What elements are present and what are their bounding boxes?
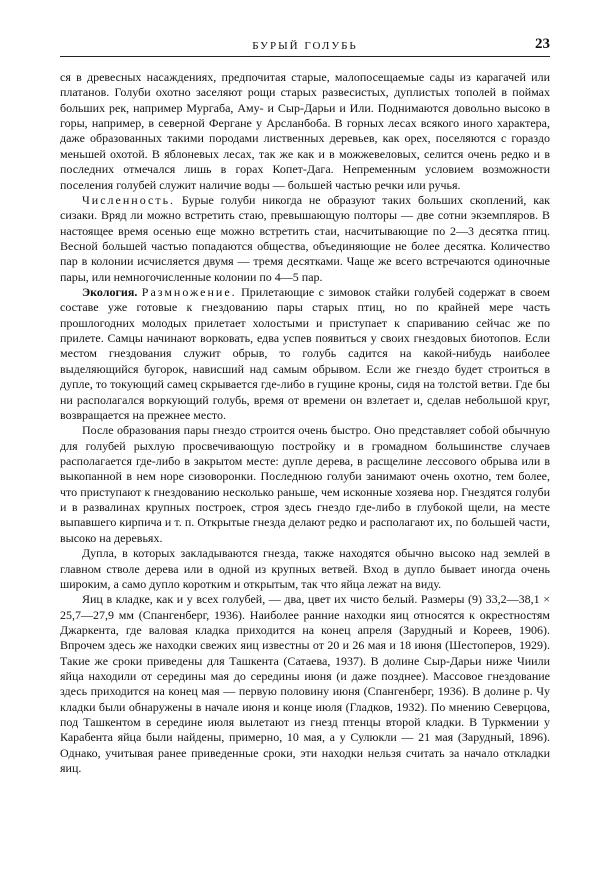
section-subheading-breeding: Размножение. [141, 285, 237, 300]
section-heading-abundance: Численность. [82, 192, 176, 207]
paragraph-text: Бурые голуби никогда не образуют таких больших скоплений, как сизаки. Вряд ли можно встретить стаю, превышающую полторы — две сотни экземпляров. В настоящее время осенью еще можно встретить стаи, насчитывающие по 2—3 десятка птиц. Весной большей частью попадаются общества, объединяющие не более десятка. Количество пар в колонии исчисляется двумя — тремя десятками. Чаще же всего встречаются одиночные пары, или немногочисленные колонии по 4—5 пар. [60, 192, 551, 284]
paragraph-ecology [60, 285, 550, 423]
paragraph-text: После образования пары гнездо строится очень быстро. Оно представляет собой обычную для голубей рыхлую просвечивающую постройку и в громадном большинстве случаев располагается где-либо в закрытом месте: дупле дерева, в расщелине лессового обрыва или в выкопанной в нем норе сизоворонки. Последнюю голуби занимают очень охотно, тем более, что приступают к гнездованию несколько раньше, чем исконные хозяева нор. Гнездятся голуби и в развалинах крупных построек, строя здесь гнездо где-либо в глубокой щели, на месте выпавшего кирпича и т. п. Открытые гнезда делают редко и располагают их, по большей части, высоко на деревьях. [60, 423, 550, 545]
paragraph-eggs [60, 592, 550, 776]
paragraph-text: Дупла, в которых закладываются гнезда, также находятся обычно высоко над землей в главном стволе дерева или в одной из крупных ветвей. Вход в дупло бывает иногда очень широким, а само дупло коротким и открытым, так что яйца лежат на виду. [60, 546, 550, 591]
body-text [60, 70, 550, 777]
page-number: 23 [535, 36, 550, 52]
page-header [60, 30, 550, 57]
running-title: БУРЫЙ ГОЛУБЬ [252, 40, 358, 52]
paragraph-habitat [60, 70, 550, 193]
paragraph-text: ся в древесных насаждениях, предпочитая старые, малопосещаемые сады из карагачей или платанов. Голуби охотно заселяют рощи старых развесистых, дуплистых тополей в поймах больших рек, например Мургаба, Аму- и Сыр-Дарьи и Или. Поднимаются довольно высоко в горы, например, в северной Фергане у Арсланбоба. В горных лесах всякого иного характера, даже образованных такими породами лиственных деревьев, как орех, поселяются с гораздо меньшей охотой. В яблоневых лесах, так же как и в можжевеловых, селится очень редко и в последних отмечался лишь в горах Копет-Дага. Непременным условием возможности поселения голубей служит наличие воды — большей частью речки или ручья. [60, 70, 550, 192]
section-heading-ecology: Экология. [82, 285, 138, 300]
paragraph-nest [60, 423, 550, 546]
paragraph-text: Прилетающие с зимовок стайки голубей содержат в своем составе уже готовые к гнездованию пары старых птиц, но по крайней мере часть прошлогодних молодых прилетает холостыми и приступает к спариванию сейчас же по прилете. Самцы начинают ворковать, едва успев появиться у своих гнездовых биотопов. Если местом гнездования служит обрыв, то голубь садится на какой-нибудь наиболее выделяющийся бугорок, нависший над самым обрывом. Если же гнездо будет строиться в дупле, то токующий самец скрывается где-либо в гущине кроны, сидя на толстой ветви. Где бы ни располагался воркующий голубь, время от времени он взлетает и, сделав небольшой круг, возвращается на прежнее место. [60, 285, 551, 422]
paragraph-hollows [60, 546, 550, 592]
paragraph-abundance [60, 193, 550, 285]
paragraph-text: Яиц в кладке, как и у всех голубей, — два, цвет их чисто белый. Размеры (9) 33,2—38,1 × 25,7—27,9 мм (Спангенберг, 1936). Наиболее ранние находки яиц относятся к окрестностям Джаркента, где валовая кладка приходится на конец апреля (Зарудный и Кореев, 1906). Впрочем здесь же находки свежих яиц известны от 20 и 26 мая и 18 июня (Шестоперов, 1929). Такие же сроки приведены для Ташкента (Сатаева, 1937). В долине Сыр-Дарьи ниже Чиили яйца находили от середины мая до середины июня (и даже позднее). Массовое гнездование здесь приходится на конец мая — первую половину июня (Спангенберг, 1936). В долине р. Чу кладки были обнаружены в начале июня и конце июля (Гладков, 1932). По мнению Северцова, под Ташкентом в середине июля вылетают из гнезд птенцы второй кладки. В Туркмении у Карабента яйца были найдены, примерно, 10 мая, а у Сулюкли — 21 мая (Зарудный, 1896). Однако, учитывая ранее приведенные сроки, эти находки нельзя считать за начало откладки яиц. [60, 592, 550, 776]
